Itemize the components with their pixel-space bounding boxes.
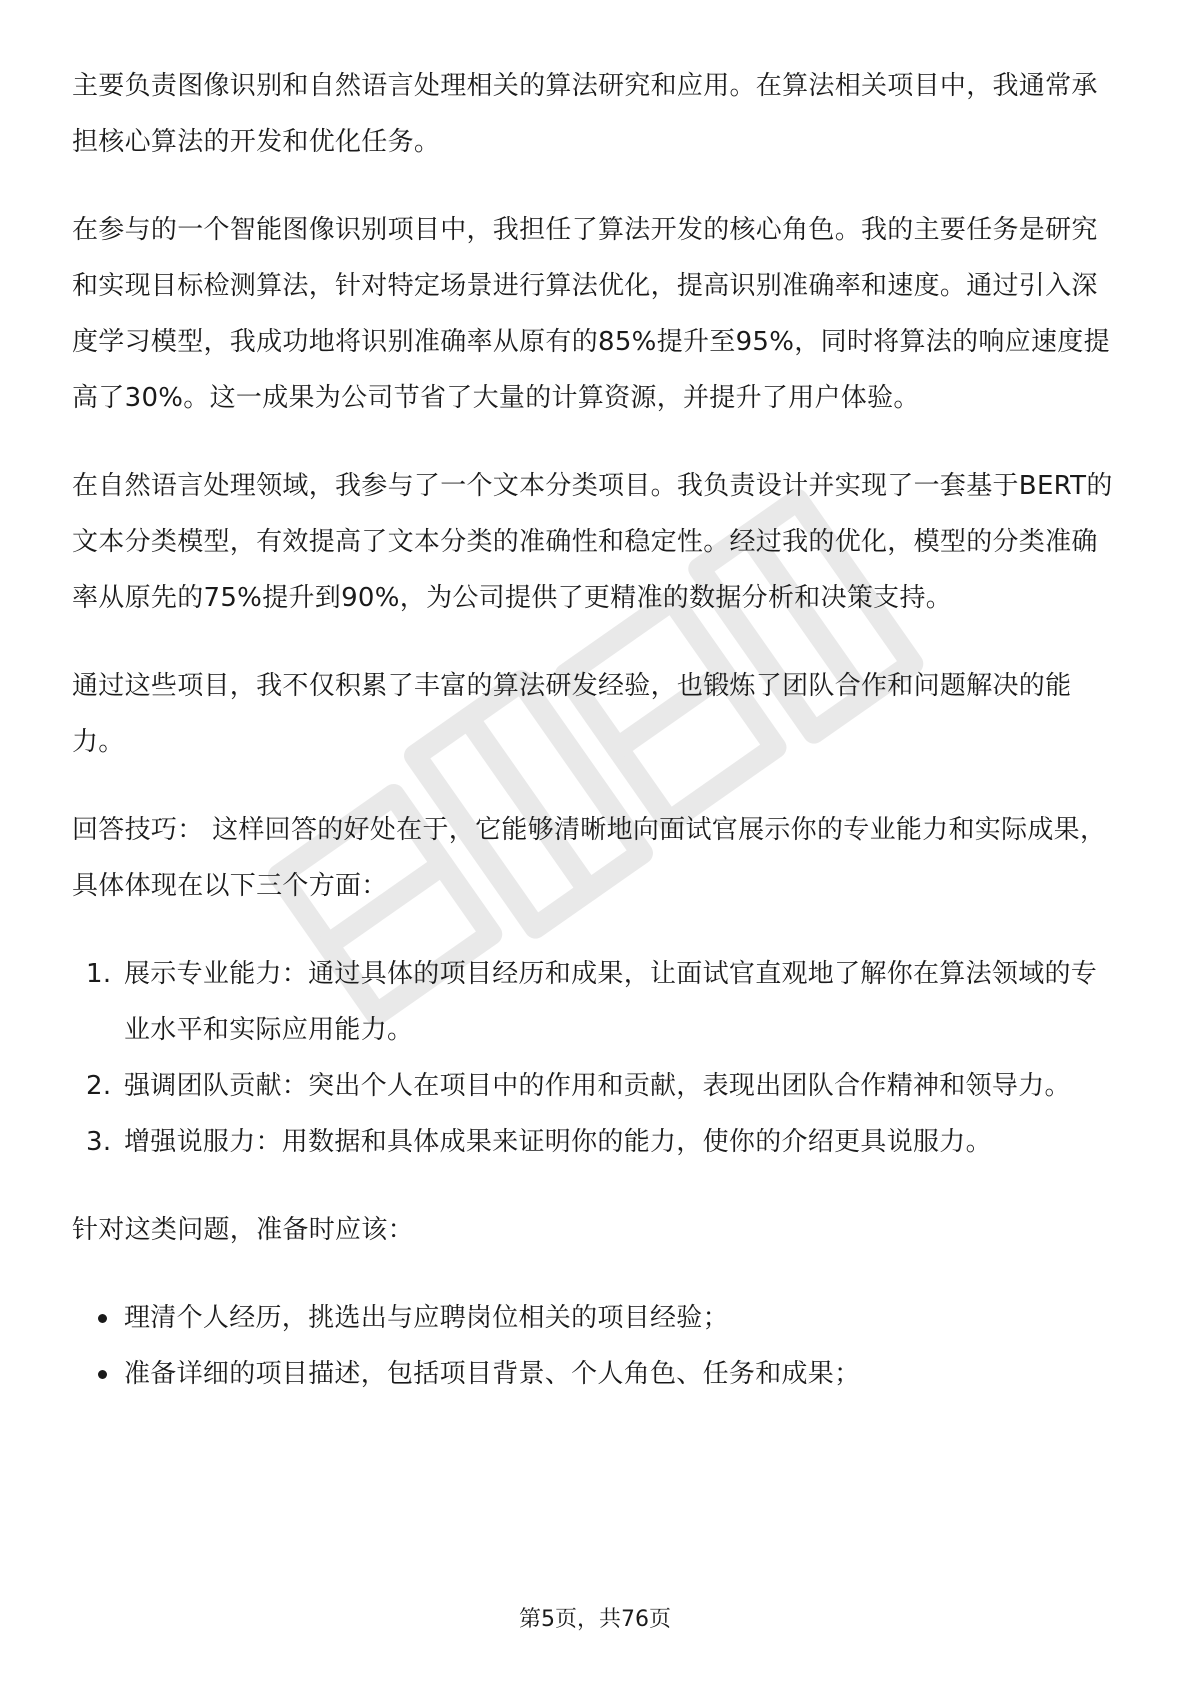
paragraph-answer-tips: 回答技巧： 这样回答的好处在于，它能够清晰地向面试官展示你的专业能力和实际成果，具体体现在以下三个方面： (72, 815, 1107, 901)
list-item-text: 准备详细的项目描述，包括项目背景、个人角色、任务和成果； (124, 1359, 861, 1389)
list-item-text: 强调团队贡献：突出个人在项目中的作用和贡献，表现出团队合作精神和领导力。 (124, 1071, 1071, 1101)
list-item-number: 2. (86, 1071, 112, 1101)
paragraph-image-project: 在参与的一个智能图像识别项目中，我担任了算法开发的核心角色。我的主要任务是研究和实现目标检测算法，针对特定场景进行算法优化，提高识别准确率和速度。通过引入深度学习模型，我成功地将识别准确率从原有的85%提升至95%，同时将算法的响应速度提高了30%。这一成果为公司节省了大量的计算资源，并提升了用户体验。 (72, 215, 1110, 413)
bullet-icon (98, 1370, 107, 1379)
list-item (72, 1290, 1122, 1346)
paragraph-role: 主要负责图像识别和自然语言处理相关的算法研究和应用。在算法相关项目中，我通常承担核心算法的开发和优化任务。 (72, 71, 1098, 157)
prep-bullet-list (72, 1290, 1122, 1402)
list-item-number: 3. (86, 1127, 112, 1157)
list-item-text: 展示专业能力：通过具体的项目经历和成果，让面试官直观地了解你在算法领域的专业水平和实际应用能力。 (124, 959, 1098, 1045)
list-item-text: 增强说服力：用数据和具体成果来证明你的能力，使你的介绍更具说服力。 (124, 1127, 992, 1157)
paragraph-summary: 通过这些项目，我不仅积累了丰富的算法研发经验，也锻炼了团队合作和问题解决的能力。 (72, 671, 1072, 757)
list-item (72, 1114, 1122, 1170)
prep-heading: 针对这类问题，准备时应该： (72, 1215, 414, 1245)
list-item-text: 理清个人经历，挑选出与应聘岗位相关的项目经验； (124, 1303, 729, 1333)
bullet-icon (98, 1314, 107, 1323)
list-item-number: 1. (86, 959, 112, 989)
paragraph-nlp-project: 在自然语言处理领域，我参与了一个文本分类项目。我负责设计并实现了一套基于BERT的文本分类模型，有效提高了文本分类的准确性和稳定性。经过我的优化，模型的分类准确率从原先的75%提升到90%，为公司提供了更精准的数据分析和决策支持。 (72, 471, 1113, 613)
list-item (72, 1346, 1122, 1402)
list-item (72, 946, 1122, 1058)
page-number-footer: 第5页，共76页 (519, 1607, 671, 1632)
document-body (72, 58, 1122, 1402)
tips-ordered-list (72, 946, 1122, 1170)
list-item (72, 1058, 1122, 1114)
